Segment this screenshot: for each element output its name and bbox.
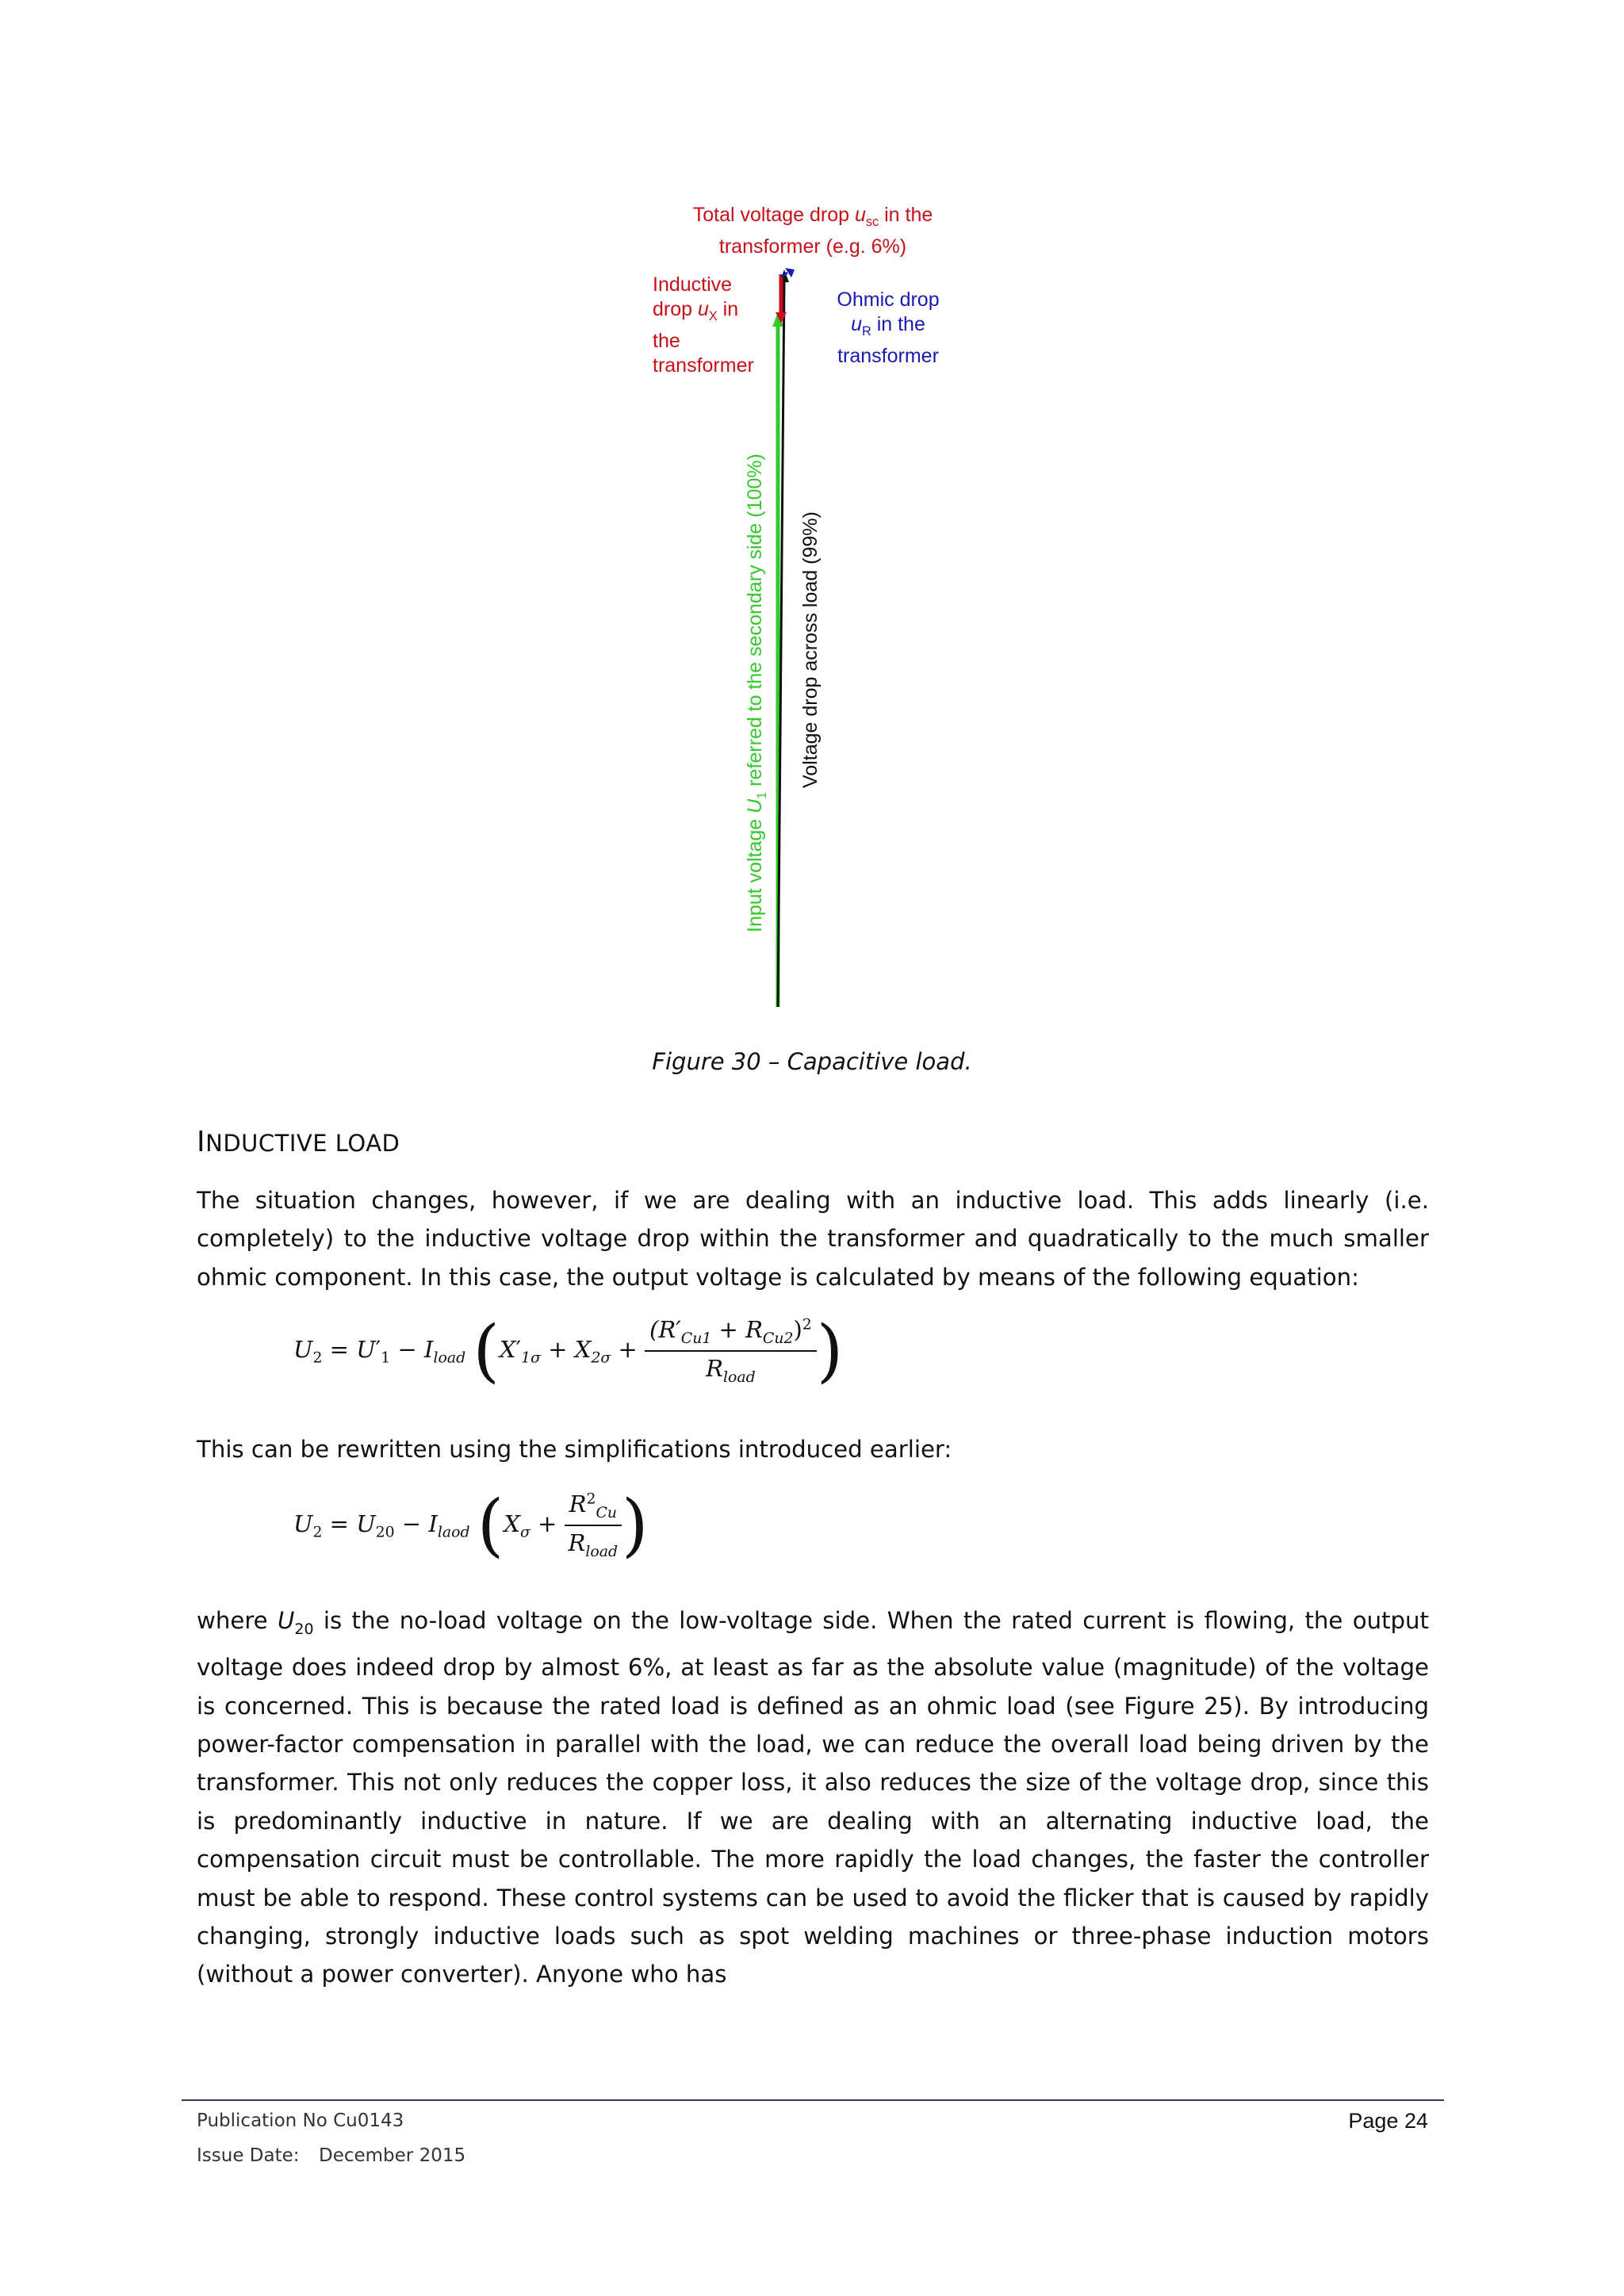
paragraph-3: where $U_{20}$ is the no-load voltage on the low-voltage side. When the rated current is flowing, the output voltage does indeed drop by almost 6%, at least as far as the absolute value (magnitude) of the voltage is concerned. This is because the rated load is defined as an ohmic load (see Figure 25). By introducing power-factor compensation in parallel with the load, we can reduce the overall load being driven by the transformer. This not only reduces the copper loss, it also reduces the size of the voltage drop, since this is predominantly inductive in nature. If we are dealing with an alternating inductive load, the compensation circuit must be controllable. The more rapidly the load changes, the faster the controller must be able to respond. These control systems can be used to avoid the flicker that is caused by rapidly changing, strongly inductive loads such as spot welding machines or three-phase induction motors (without a power converter). Anyone who has bbox=[197, 1607, 1429, 1988]
footer-rule bbox=[182, 2099, 1444, 2101]
equation-1: $U_2 = U'_1 - I_{load}$ ($X'_{1\sigma} + X_{2\sigma}$ + $\frac{(R'_{Cu1} + R_{Cu2})^2}{R_{load}}$ ) bbox=[293, 1311, 844, 1391]
section-heading: INDUCTIVE LOAD bbox=[197, 1126, 400, 1158]
paragraph-1: The situation changes, however, if we are dealing with an inductive load. This adds linearly (i.e. completely) to the inductive voltage drop within the transformer and quadratically to the much smaller ohmic component. In this case, the output voltage is calculated by means of the following equation: bbox=[197, 1187, 1429, 1291]
input-voltage-label: Input voltage $U_1$ referred to the secondary side (100%) bbox=[744, 453, 769, 932]
inductive-drop-label: Inductive drop $u_X$ in the transformer bbox=[653, 274, 754, 377]
issue-date-label: Issue Date: bbox=[197, 2145, 300, 2166]
equation-1-fraction: $\frac{(R'_{Cu1} + R_{Cu2})^2}{R_{load}}$ bbox=[645, 1316, 817, 1386]
equation-2-fraction: $\frac{R^2_{Cu}}{R_{load}}$ bbox=[565, 1490, 622, 1560]
publication-number: Publication No Cu0143 bbox=[197, 2110, 404, 2131]
page-number: Page 24 bbox=[1348, 2109, 1428, 2133]
issue-date: December 2015 bbox=[319, 2145, 466, 2166]
paragraph-2: This can be rewritten using the simplifications introduced earlier: bbox=[197, 1436, 952, 1463]
equation-2: $U_2 = U_{20} - I_{laod}$ ($X_\sigma$ + $\frac{R^2_{Cu}}{R_{load}}$ ) bbox=[293, 1485, 649, 1565]
total-drop-label: Total voltage drop $u_{sc}$ in the transformer (e.g. 6%) bbox=[692, 204, 933, 258]
figure-caption: Figure 30 – Capacitive load. bbox=[652, 1048, 972, 1075]
ohmic-drop-label: Ohmic drop $u_R$ in the transformer bbox=[837, 289, 940, 367]
load-voltage-label: Voltage drop across load (99%) bbox=[799, 511, 822, 788]
